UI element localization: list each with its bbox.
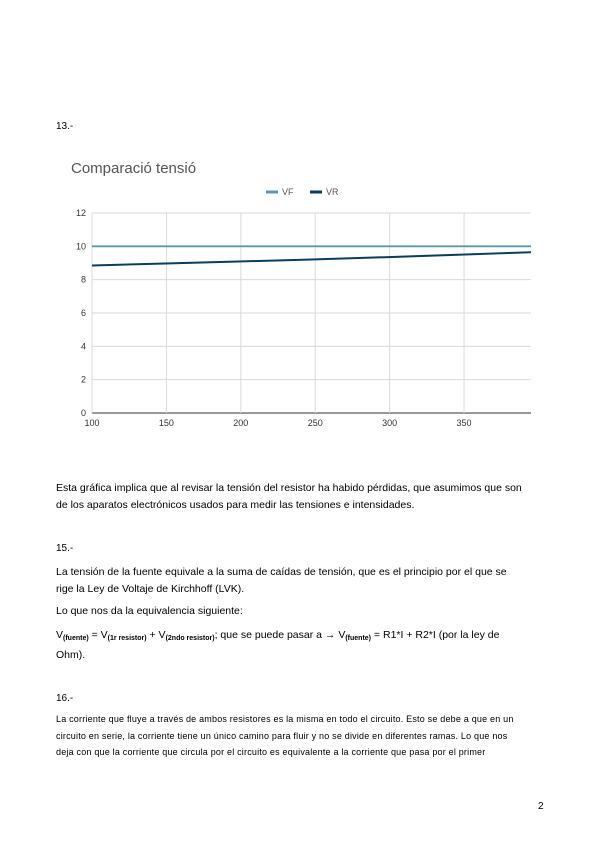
para15-line2: rige la Ley de Voltaje de Kirchhoff (LVK). <box>56 583 245 595</box>
chart-series <box>92 246 531 265</box>
y-tick-label: 10 <box>75 241 86 252</box>
equation <box>56 627 546 664</box>
x-tick-label: 300 <box>382 418 398 428</box>
y-tick-label: 4 <box>80 341 86 352</box>
page-number: 2 <box>538 801 544 812</box>
para16-line2: circuito en serie, la corriente tiene un único camino para fluir y no se divide en diferentes ramas. Lo que nos <box>56 730 508 741</box>
section-16-heading: 16.- <box>56 693 74 704</box>
paragraph-16 <box>56 711 546 761</box>
para16-line3: deja con que la corriente que circula por el circuito es equivalente a la corriente que pasa por el primer <box>56 747 486 757</box>
chart-gridlines <box>92 213 531 413</box>
para13-line2: de los aparatos electrónicos usados para medir las tensiones e intensidades. <box>56 499 415 511</box>
section-15-heading: 15.- <box>56 543 74 554</box>
x-axis-ticks <box>84 418 471 428</box>
legend-label-vr: VR <box>326 187 339 197</box>
line-chart <box>56 150 546 440</box>
x-tick-label: 350 <box>456 418 472 428</box>
x-tick-label: 200 <box>233 418 249 428</box>
section-13-heading: 13.- <box>56 121 74 132</box>
y-tick-label: 8 <box>80 274 86 285</box>
paragraph-15 <box>56 564 546 620</box>
chart-title: Comparació tensió <box>71 160 197 177</box>
equation-line2: Ohm). <box>56 649 86 661</box>
y-tick-label: 0 <box>80 408 86 418</box>
para15-line1: La tensión de la fuente equivale a la suma de caídas de tensión, que es el principio por el que se <box>56 566 507 578</box>
y-tick-label: 2 <box>80 374 86 385</box>
y-tick-label: 6 <box>80 308 86 318</box>
y-axis-ticks <box>76 208 86 418</box>
x-tick-label: 100 <box>84 418 100 428</box>
paragraph-13 <box>56 480 546 514</box>
x-tick-label: 250 <box>307 418 323 428</box>
x-tick-label: 150 <box>158 418 174 428</box>
series-line-vr <box>92 252 531 265</box>
equation-line1: $V_{(fuente)} = V_{(1r resistor)} + V_{(2ndo resistor)}$; que se puede pasar $a \to V_{(fuente)} = R1*I + R2*I$ (por la ley de <box>56 629 500 642</box>
para15-line3: Lo que nos da la equivalencia siguiente: <box>56 605 243 617</box>
chart-legend <box>266 187 339 197</box>
chart-canvas <box>56 150 546 440</box>
para16-line1: La corriente que fluye a través de ambos resistores es la misma en todo el circuito. Esto se debe a que en un <box>56 714 514 724</box>
para13-line1: Esta gráfica implica que al revisar la tensión del resistor ha habido pérdidas, que asumimos que son <box>56 482 522 494</box>
y-tick-label: 12 <box>75 208 86 218</box>
legend-label-vf: VF <box>282 187 294 197</box>
